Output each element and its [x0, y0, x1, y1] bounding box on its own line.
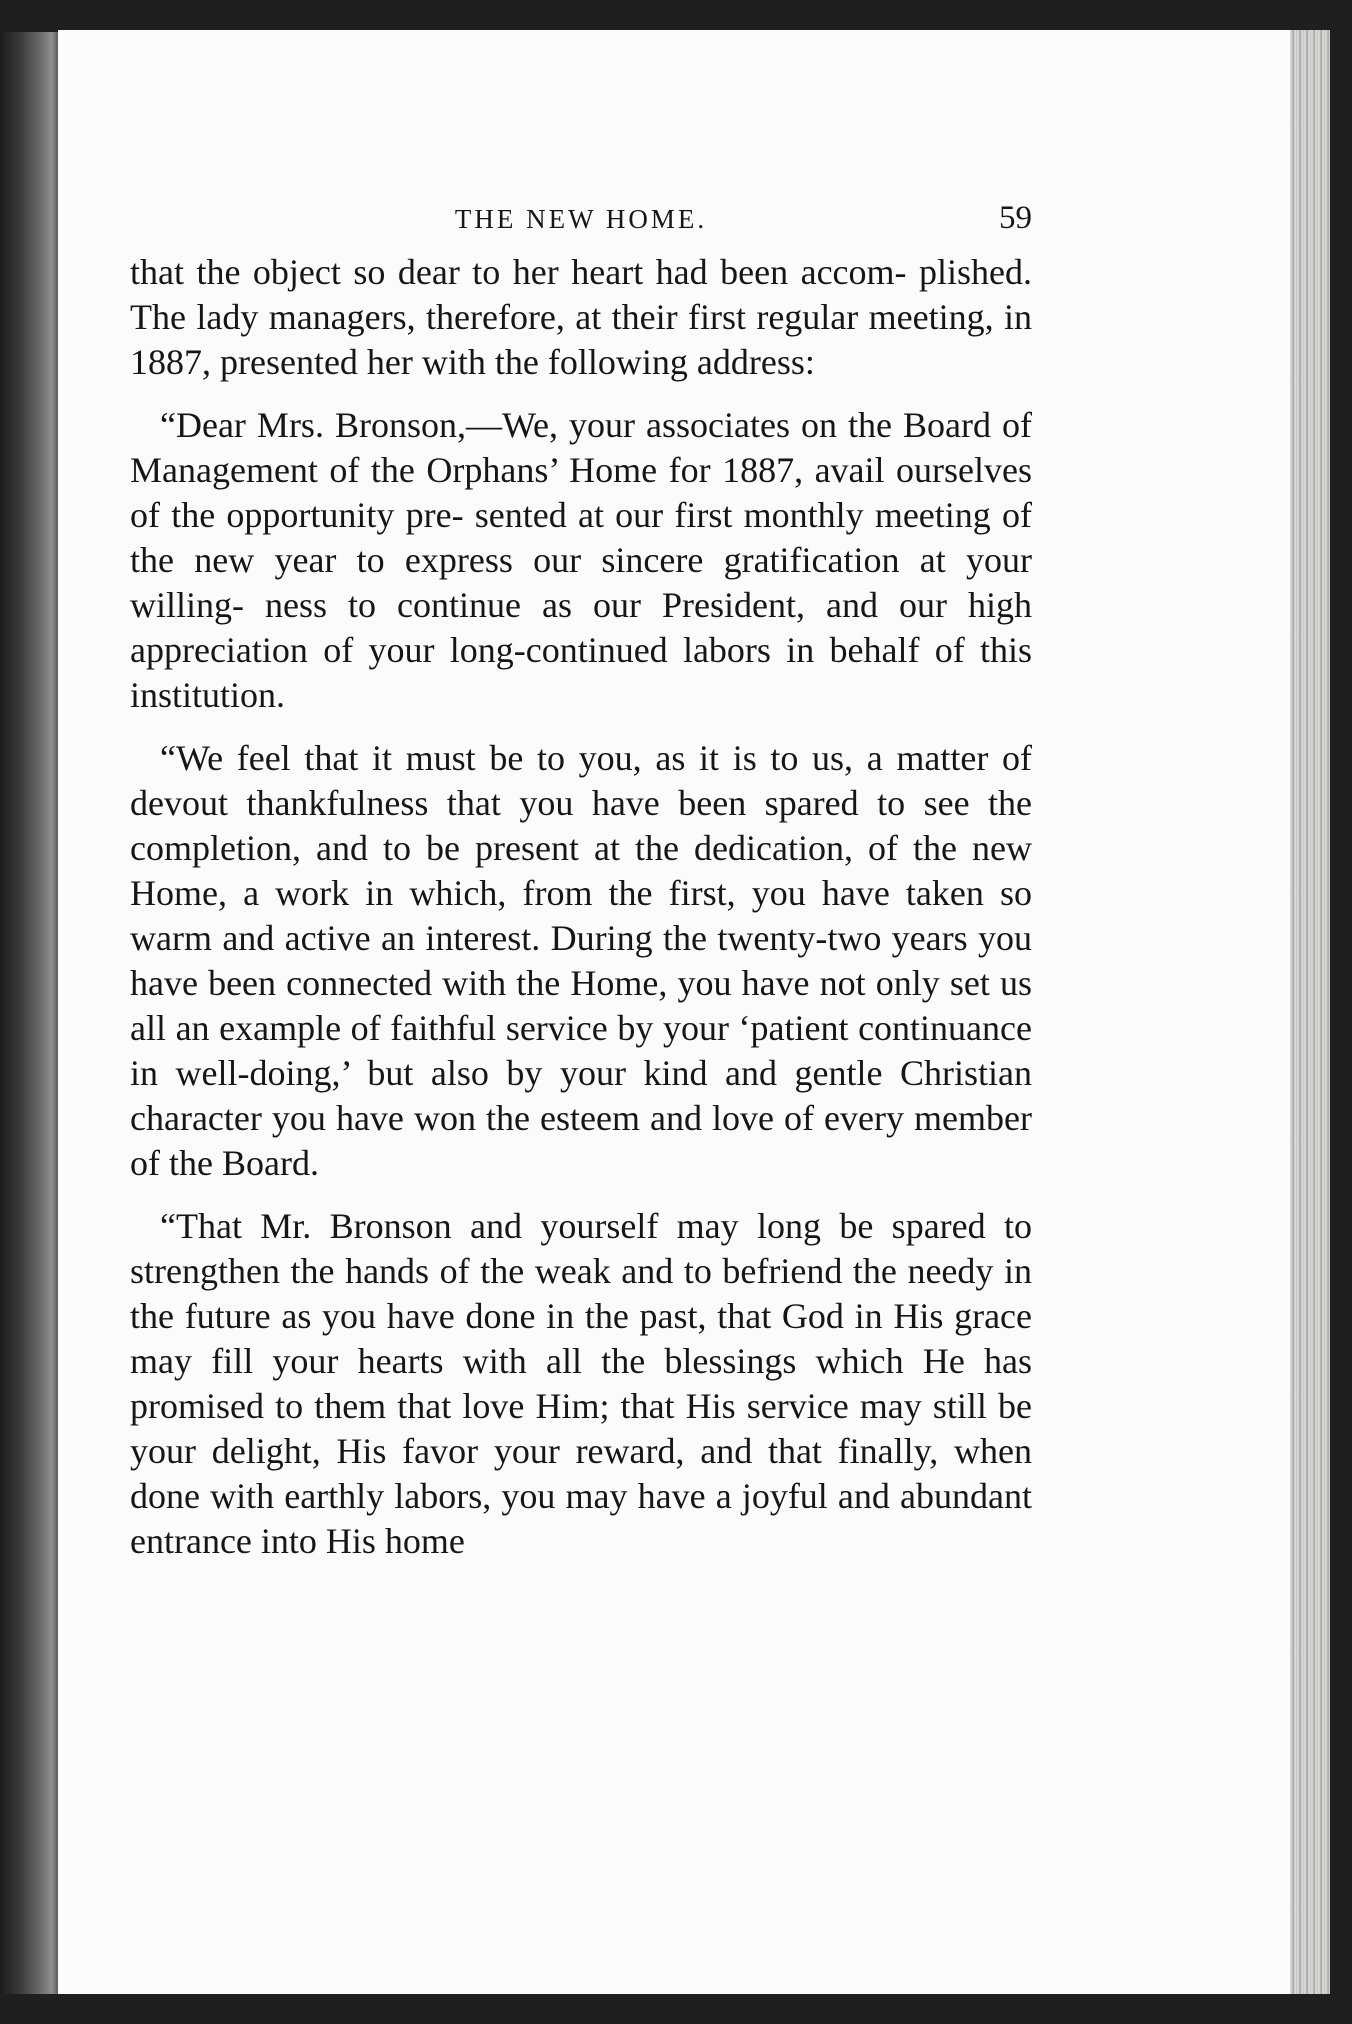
paragraph-address-opening: “Dear Mrs. Bronson,—We, your associates on the Board of Management of the Orphans’ Home for 1887, avail ourselves of the opportunity pre- sented at our first monthly meeting of the new year to express our sincere gratification at your willing- ness to continue as our President, and our high appreciation of your long-continued labors in behalf of this institution.	[130, 405, 1032, 715]
page-number: 59	[999, 200, 1032, 236]
paragraph-address-closing: “That Mr. Bronson and yourself may long be spared to strengthen the hands of the weak and to befriend the needy in the future as you have done in the past, that God in His grace may fill your hearts with all the blessings which He has promised to them that love Him; that His service may still be your delight, His favor your reward, and that finally, when done with earthly labors, you may have a joyful and abundant entrance into His home	[130, 1206, 1032, 1561]
scan-border	[1330, 30, 1352, 1994]
page-stack-edge	[1290, 30, 1330, 1994]
paragraph-address-body: “We feel that it must be to you, as it is to us, a matter of devout thankfulness that you have been spared to see the completion, and to be present at the dedication, of the new Home, a work in which, from the first, you have taken so warm and active an interest. During the twenty-two years you have been connected with the Home, you have not only set us all an example of faithful service by your ‘patient continuance in well-doing,’ but also by your kind and gentle Christian character you have won the esteem and love of every member of the Board.	[130, 738, 1032, 1183]
paragraph-continuation: that the object so dear to her heart had been accom- plished. The lady managers, therefore, at their first regular meeting, in 1887, presented her with the following address:	[130, 252, 1032, 382]
running-head	[130, 200, 1032, 250]
page-text	[130, 200, 1032, 1582]
previous-page-edge	[0, 32, 58, 1994]
running-title: THE NEW HOME.	[454, 204, 708, 234]
